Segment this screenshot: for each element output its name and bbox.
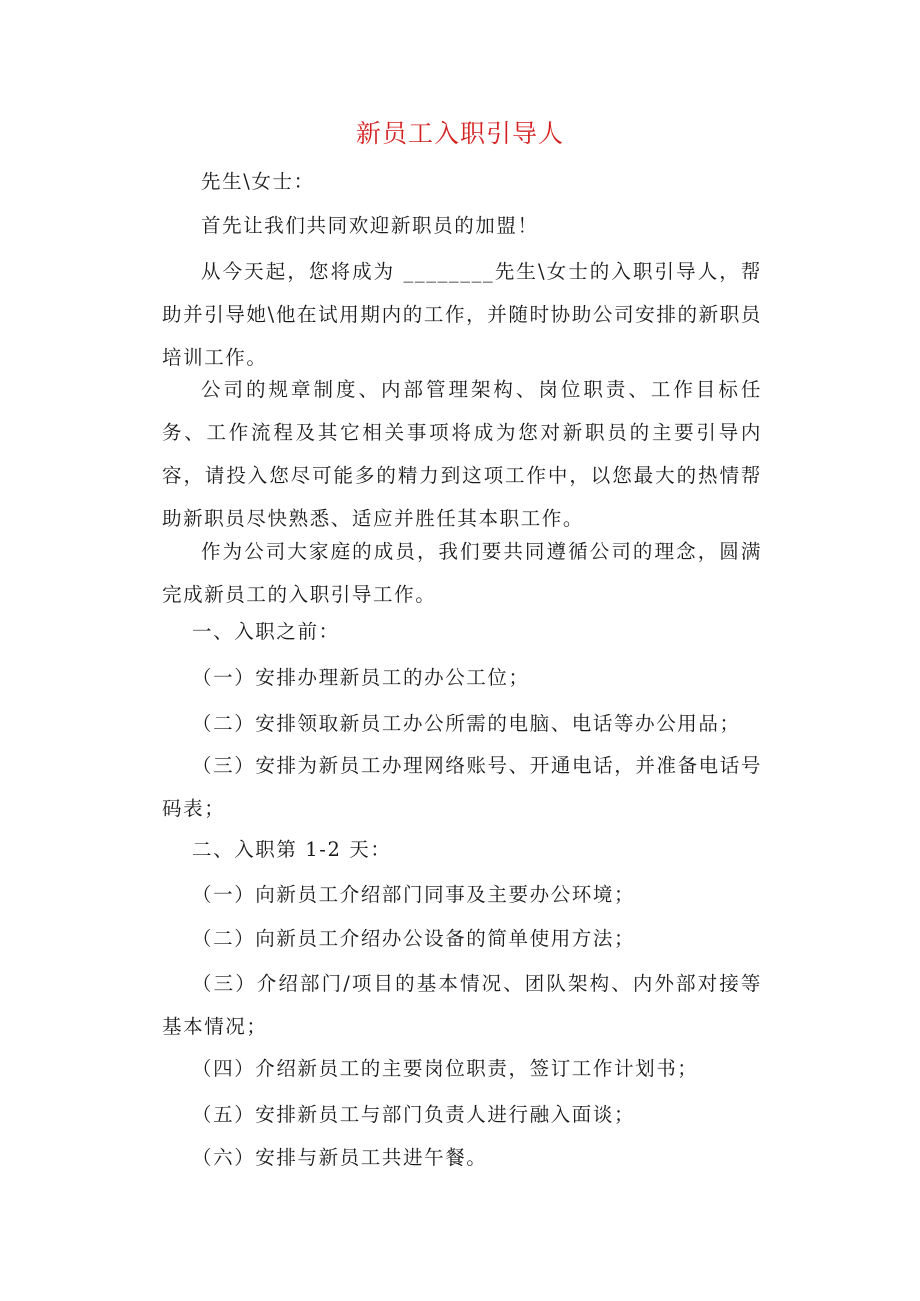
document-title: 新员工入职引导人 bbox=[355, 119, 564, 148]
list-item: （四）介绍新员工的主要岗位职责，签订工作计划书； bbox=[192, 1057, 699, 1080]
welcome-paragraph: 首先让我们共同欢迎新职员的加盟！ bbox=[201, 214, 539, 237]
list-item: （二）向新员工介绍办公设备的简单使用方法； bbox=[192, 927, 636, 950]
role-paragraph: 从今天起，您将成为 ________先生\女士的入职引导人，帮助并引导她\他在试用期内的工作，并随时协助公司安排的新职员培训工作。 bbox=[162, 260, 762, 369]
list-item: （二）安排领取新员工办公所需的电脑、电话等办公用品； bbox=[192, 712, 741, 735]
section-heading-day-1-2: 二、入职第 1-2 天： bbox=[192, 838, 392, 861]
list-item: （三）安排为新员工办理网络账号、开通电话，并准备电话号码表； bbox=[162, 754, 762, 820]
section-heading-before-onboarding: 一、入职之前： bbox=[192, 620, 340, 643]
list-item: （三）介绍部门/项目的基本情况、团队架构、内外部对接等基本情况； bbox=[162, 972, 762, 1038]
salutation: 先生\女士： bbox=[201, 170, 315, 193]
content-paragraph: 公司的规章制度、内部管理架构、岗位职责、工作目标任务、工作流程及其它相关事项将成为您对新职员的主要引导内容，请投入您尽可能多的精力到这项工作中，以您最大的热情帮助新职员尽快熟悉、适应并胜任其本职工作。 bbox=[162, 378, 762, 530]
list-item: （一）向新员工介绍部门同事及主要办公环境； bbox=[192, 883, 636, 906]
list-item: （一）安排办理新员工的办公工位； bbox=[192, 666, 530, 689]
philosophy-paragraph: 作为公司大家庭的成员，我们要共同遵循公司的理念，圆满完成新员工的入职引导工作。 bbox=[162, 540, 762, 606]
list-item: （六）安排与新员工共进午餐。 bbox=[192, 1146, 488, 1169]
list-item: （五）安排新员工与部门负责人进行融入面谈； bbox=[192, 1103, 636, 1126]
